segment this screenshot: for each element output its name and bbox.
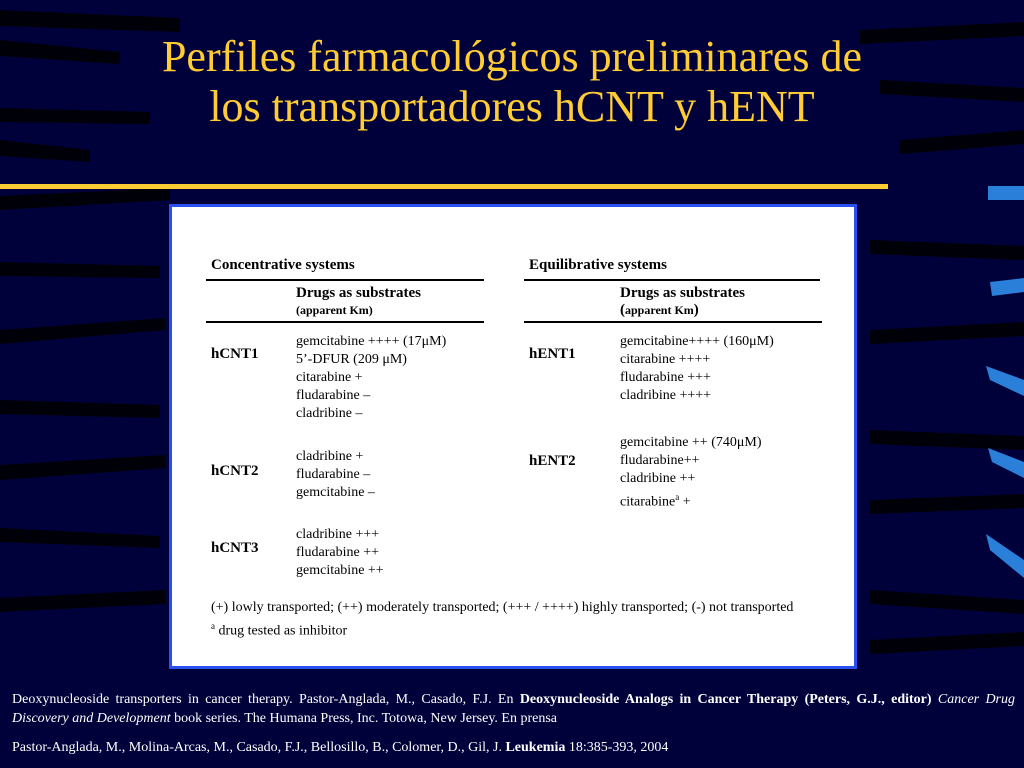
drug-item: fludarabine++	[620, 453, 700, 468]
row-label-hent1: hENT1	[529, 346, 576, 362]
drug-item: citarabine ++++	[620, 352, 711, 367]
drug-list-hcnt2	[296, 448, 375, 502]
slide-title	[0, 32, 1024, 132]
drug-item: gemcitabine –	[296, 485, 375, 500]
slide-title-line2: los transportadores hCNT y hENT	[209, 82, 815, 131]
slide-title-line1: Perfiles farmacológicos preliminares de	[161, 32, 863, 81]
drug-item: fludarabine +++	[620, 370, 711, 385]
drug-item: gemcitabine ++ (740μM)	[620, 435, 762, 450]
equilibrative-header: Equilibrative systems	[529, 257, 667, 273]
concentrative-subheader-note: (apparent Km)	[296, 303, 373, 317]
reference-1-series: Cancer Drug Discovery and Development	[12, 692, 1016, 726]
drug-item: fludarabine –	[296, 467, 371, 482]
row-label-hcnt3: hCNT3	[211, 540, 259, 556]
title-underline	[0, 184, 888, 189]
row-label-hcnt2: hCNT2	[211, 463, 259, 479]
concentrative-header: Concentrative systems	[211, 257, 355, 273]
drug-item: cladribine –	[296, 406, 363, 421]
footnote-text: drug tested as inhibitor	[215, 623, 348, 639]
drug-list-hent2	[620, 434, 761, 512]
drug-item: gemcitabine ++++ (17μM)	[296, 334, 447, 349]
concentrative-mid-rule	[206, 321, 484, 323]
drug-item: cladribine +++	[296, 527, 380, 542]
drug-item: cladribine ++	[620, 471, 696, 486]
reference-1-book: Deoxynucleoside Analogs in Cancer Therapy (Peters, G.J., editor)	[519, 692, 932, 707]
footnote-mark: a	[211, 621, 215, 631]
legend	[211, 599, 811, 641]
drug-item: gemcitabine++++ (160μM)	[620, 334, 774, 349]
footnote-marker: a	[675, 492, 680, 502]
legend-text: (+) lowly transported; (++) moderately transported; (+++ / ++++) highly transported; (-) not transported	[211, 600, 794, 615]
drug-item: citarabine +	[296, 370, 363, 385]
reference-1: Deoxynucleoside transporters in cancer therapy. Pastor-Anglada, M., Casado, F.J. En Deoxynucleoside Analogs in Cancer Therapy (Peters, G.J., editor) Cancer Drug Discovery and Development book series. The Humana Press, Inc. Totowa, New Jersey. En prensa	[12, 692, 1016, 726]
concentrative-top-rule	[206, 279, 484, 281]
equilibrative-subheader: Drugs as substrates (apparent Km)	[620, 285, 746, 318]
drug-list-hcnt1	[296, 333, 446, 423]
reference-2: Pastor-Anglada, M., Molina-Arcas, M., Casado, F.J., Bellosillo, B., Colomer, D., Gil, J. Leukemia 18:385-393, 2004	[12, 740, 669, 755]
drug-item-citarabine: citarabine$^a$ +	[620, 492, 691, 510]
concentrative-subheader-label: Drugs as substrates	[296, 285, 422, 301]
drug-item: gemcitabine ++	[296, 563, 384, 578]
equilibrative-subheader-label: Drugs as substrates	[620, 285, 746, 301]
drug-list-hcnt3	[296, 526, 384, 580]
drug-item: 5’-DFUR (209 μM)	[296, 352, 407, 367]
drug-list-hent1	[620, 333, 774, 405]
equilibrative-subheader-note: apparent Km	[625, 303, 694, 317]
reference-2-journal: Leukemia	[505, 740, 566, 755]
drug-item: fludarabine –	[296, 388, 371, 403]
footnote	[211, 617, 811, 641]
concentrative-subheader	[296, 285, 421, 319]
transporter-table-panel	[169, 204, 857, 669]
row-label-hent2: hENT2	[529, 453, 576, 469]
drug-item: fludarabine ++	[296, 545, 380, 560]
row-label-hcnt1: hCNT1	[211, 346, 259, 362]
equilibrative-mid-rule	[524, 321, 822, 323]
drug-item: cladribine ++++	[620, 388, 712, 403]
drug-item: cladribine +	[296, 449, 364, 464]
equilibrative-top-rule	[524, 279, 820, 281]
